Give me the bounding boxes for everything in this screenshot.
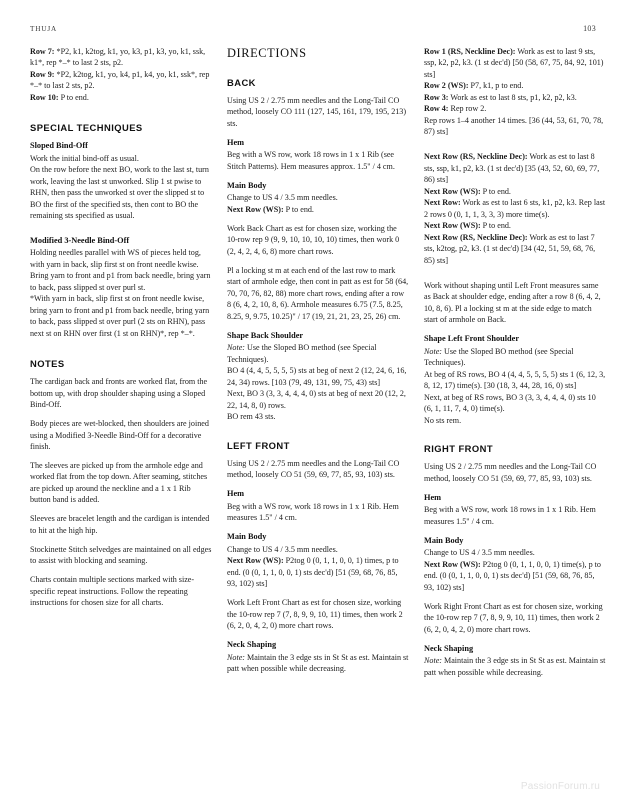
- note-label: Note:: [424, 656, 442, 666]
- technique-sloped-bind-off: [30, 140, 212, 221]
- section-heading-directions: DIRECTIONS: [227, 46, 307, 60]
- back-intro: Using US 2 / 2.75 mm needles and the Long-Tail CO method, loosely CO 111 (127, 145, 161, 179, 195, 213) sts.: [227, 96, 407, 128]
- next-row-label: Next Row (RS, Neckline Dec):: [424, 232, 528, 242]
- row-label: Row 1 (RS, Neckline Dec):: [424, 47, 516, 56]
- row-line: [424, 46, 606, 80]
- site-watermark: PassionForum.ru: [520, 781, 600, 792]
- shape-back-shoulder: [227, 330, 409, 423]
- note-text: Maintain the 3 edge sts in St St as est. Maintain st patt when possible while decreasing.: [424, 656, 606, 677]
- next-row-line: [424, 232, 606, 266]
- next-row-text: P to end.: [283, 204, 314, 214]
- shoulder-line: BO 4 (4, 4, 5, 5, 5, 5) sts at beg of next 2 (12, 24, 6, 16, 24, 34) rows. [103 (79, 49, 131, 99, 75, 43) sts]: [227, 366, 407, 387]
- next-row-line: [424, 220, 606, 231]
- note-text: Use the Sloped BO method (see Special Techniques).: [227, 343, 377, 364]
- row-text: Work as est to last 9 sts, ssp, k2, p2, k3. (1 st dec'd) [50 (58, 67, 75, 84, 92, 101) sts]: [424, 47, 604, 79]
- note-paragraph: The cardigan back and fronts are worked flat, from the bottom up, with drop shoulder shaping using a Sloped Bind-Off.: [30, 377, 208, 410]
- row-line: [424, 92, 606, 103]
- note-paragraph: Sleeves are bracelet length and the cardigan is intended to hit at the high hip.: [30, 514, 210, 535]
- row-line: [424, 103, 606, 114]
- next-row-text: Work as est to last 6 sts, k1, p2, k3. Rep last 2 rows 0 (0, 1, 1, 3, 3, 3) more time(s).: [424, 198, 606, 219]
- right-front-main-body: [424, 535, 606, 593]
- section-heading-left-front: LEFT FRONT: [227, 439, 290, 451]
- next-row-text: P2tog 0 (0, 1, 1, 0, 0, 1) times, p to end. (0 (0, 1, 1, 0, 0, 1) sts dec'd) [51 (59, 68, 76, 85, 93, 102) sts]: [227, 556, 399, 589]
- main-body-next-row: [227, 204, 409, 215]
- main-body-line: Change to US 4 / 3.5 mm needles.: [227, 193, 338, 203]
- left-front-intro: Using US 2 / 2.75 mm needles and the Long-Tail CO method, loosely CO 51 (59, 69, 77, 85, 93, 103) sts.: [227, 458, 400, 480]
- row-text: *P2, k1, k2tog, k1, yo, k3, p1, k3, yo, k1, ssk, k1*, rep *–* to last 2 sts, p2.: [30, 47, 206, 68]
- column-one: [30, 46, 212, 762]
- note-paragraph: Charts contain multiple sections marked with size-specific repeat instructions. Follow the repeating instructions for chosen size for all charts.: [30, 575, 195, 608]
- page-number: 103: [583, 24, 596, 33]
- next-row-text: P to end.: [480, 221, 511, 231]
- next-row-text: Work as est to last 7 sts, k2tog, p2, k3. (1 st dec'd) [34 (42, 51, 59, 68, 76, 85) sts]: [424, 232, 596, 265]
- subsection-title-hem: Hem: [227, 137, 245, 147]
- row-label: Row 2 (WS):: [424, 81, 469, 91]
- technique-paragraph: On the row before the next BO, work to the last st, turn work, leaving the last st unworked. Slip 1 st pwise to RHN, then pass the unworked st over the slipped st to BO the first of the specified sts, then cont to BO the remaining sts specified as usual.: [30, 165, 209, 221]
- rep-rows-line: Rep rows 1–4 another 14 times. [36 (44, 53, 61, 70, 78, 87) sts]: [424, 115, 604, 137]
- note-label: Note:: [424, 346, 442, 356]
- row-line: [30, 92, 212, 103]
- left-front-neck-rows: [424, 46, 606, 138]
- note-paragraph: The sleeves are picked up from the armhole edge and worked flat from the top down. After seaming, stitches are picked up around the neckline and a 1 x 1 Rib button band is added.: [30, 460, 208, 505]
- row-text: Rep row 2.: [448, 104, 487, 114]
- section-heading-notes: NOTES: [30, 358, 65, 370]
- spacer: [227, 430, 409, 440]
- page-columns: [30, 46, 606, 762]
- row-label: Row 4:: [424, 104, 449, 114]
- row-line: [30, 69, 212, 92]
- technique-paragraph: Work the initial bind-off as usual.: [30, 153, 139, 163]
- shoulder-line: Next, BO 3 (3, 3, 4, 4, 4, 0) sts at beg of next 20 (12, 2, 22, 14, 8, 0) rows.: [227, 389, 406, 410]
- next-row-line: [424, 197, 606, 220]
- next-row-text: P to end.: [480, 186, 511, 196]
- row-line: [30, 46, 212, 69]
- note-label: Note:: [227, 652, 245, 662]
- back-main-body: [227, 180, 409, 215]
- row-label: Row 3:: [424, 92, 449, 102]
- main-body-line: Change to US 4 / 3.5 mm needles.: [227, 544, 338, 554]
- shoulder-line: At beg of RS rows, BO 4 (4, 4, 5, 5, 5, 5) sts 1 (6, 12, 3, 8, 12, 17) time(s). [30 (18, 3, 44, 28, 16, 0) sts]: [424, 369, 606, 391]
- hem-text: Beg with a WS row, work 18 rows in 1 x 1 Rib. Hem measures 1.5" / 4 cm.: [424, 505, 596, 526]
- note-text: Use the Sloped BO method (see Special Techniques).: [424, 346, 574, 368]
- subsection-title-hem: Hem: [424, 492, 442, 502]
- subsection-title-shape-left-front-shoulder: Shape Left Front Shoulder: [424, 334, 520, 344]
- shoulder-line: No sts rem.: [424, 415, 462, 425]
- right-front-chart-paragraph: Work Right Front Chart as est for chosen size, working the 10-row rep 7 (7, 8, 9, 9, 10, 11) times, then work 2 (6, 2, 0, 4, 2, 0) more chart rows.: [424, 601, 603, 634]
- technique-title: Modified 3-Needle Bind-Off: [30, 235, 130, 245]
- next-row-label: Next Row (WS):: [227, 556, 284, 566]
- next-row-text: Work as est to last 8 sts, ssp, k1, p2, k3. (1 st dec'd) [35 (43, 52, 60, 69, 77, 86) sts]: [424, 152, 600, 185]
- next-row-label: Next Row:: [424, 198, 461, 208]
- next-row-label: Next Row (WS):: [227, 204, 284, 214]
- technique-title: Sloped Bind-Off: [30, 141, 88, 151]
- subsection-title-main-body: Main Body: [424, 535, 464, 545]
- row-text: Work as est to last 8 sts, p1, k2, p2, k3.: [448, 92, 577, 102]
- row-label: Row 10:: [30, 92, 59, 102]
- shoulder-line: BO rem 43 sts.: [227, 411, 276, 421]
- left-front-chart-paragraph: Work Left Front Chart as est for chosen size, working the 10-row rep 7 (7, 8, 9, 9, 10, 11) times, then work 2 (6, 2, 0, 4, 2, 0) more chart rows.: [227, 598, 403, 631]
- right-front-hem: [424, 492, 606, 527]
- left-front-main-body: [227, 531, 409, 589]
- back-armhole-paragraph: Pl a locking st m at each end of the last row to mark start of armhole edge, then cont in patt as est for 58 (64, 70, 70, 76, 82, 88) more chart rows, ending after a row 8 (6, 4, 2, 10, 8, 6). Armhole measures 6.75 (7.5, 8.25, 8.25, 9, 9.75, 10.25)" / 17 (19, 21, 21, 23, 25, 26) cm.: [227, 265, 409, 321]
- subsection-title-main-body: Main Body: [227, 532, 267, 542]
- next-row-label: Next Row (RS, Neckline Dec):: [424, 152, 528, 162]
- main-body-next-row: [227, 555, 409, 589]
- section-heading-right-front: RIGHT FRONT: [424, 443, 494, 455]
- shoulder-note: [227, 342, 409, 365]
- next-row-label: Next Row (WS):: [424, 221, 481, 231]
- technique-modified-3-needle-bind-off: [30, 235, 212, 339]
- subsection-title-main-body: Main Body: [227, 180, 267, 190]
- note-text: Maintain the 3 edge sts in St St as est. Maintain st patt when possible while decreasing.: [227, 652, 409, 674]
- neck-shaping-note: [424, 655, 606, 678]
- left-front-hem: [227, 488, 409, 523]
- main-body-line: Change to US 4 / 3.5 mm needles.: [424, 548, 535, 558]
- note-paragraph: Stockinette Stitch selvedges are maintained on all edges to assist with blocking and seaming.: [30, 544, 212, 566]
- back-chart-paragraph: Work Back Chart as est for chosen size, working the 10-row rep 9 (9, 9, 10, 10, 10, 10) times, then work 0 (2, 4, 2, 4, 6, 8) more chart rows.: [227, 223, 400, 256]
- next-row-label: Next Row (WS):: [424, 559, 481, 569]
- row-text: P to end.: [58, 92, 89, 102]
- left-front-next-rows: [424, 151, 606, 266]
- row-label: Row 7:: [30, 47, 55, 56]
- note-paragraph: Body pieces are wet-blocked, then shoulders are joined using a Modified 3-Needle Bind-Off for a decorative finish.: [30, 419, 209, 451]
- next-row-line: [424, 151, 606, 185]
- stitch-rows-continued: [30, 46, 212, 103]
- right-front-neck-shaping: [424, 643, 606, 678]
- technique-paragraph: *With yarn in back, slip first st on front needle kwise, bring yarn to front and p1 from back needle, bring yarn to back, pass slipped st over purl (2 sts on RHN), pass next st on RHN over first (1 st on RHN)*, rep *–*.: [30, 294, 210, 338]
- next-row-text: P2tog 0 (0, 1, 1, 0, 0, 1) time(s), p to end. (0 (0, 1, 1, 0, 0, 1) sts dec'd) [51 (59, 68, 76, 85, 93, 102) sts]: [424, 559, 601, 592]
- next-row-label: Next Row (WS):: [424, 186, 481, 196]
- subsection-title-shape-back-shoulder: Shape Back Shoulder: [227, 330, 304, 340]
- shoulder-line: Next, at beg of RS rows, BO 3 (3, 3, 4, 4, 4, 0) sts 10 (6, 1, 11, 7, 4, 0) time(s).: [424, 392, 596, 414]
- hem-text: Beg with a WS row, work 18 rows in 1 x 1 Rib. Hem measures 1.5" / 4 cm.: [227, 501, 399, 523]
- row-label: Row 9:: [30, 69, 55, 79]
- row-line: [424, 80, 606, 91]
- row-text: *P2, k2tog, k1, yo, k4, p1, k4, yo, k1, ssk*, rep *–* to last 2 sts, p2.: [30, 69, 210, 91]
- neck-shaping-note: [227, 652, 409, 675]
- technique-paragraph: Holding needles parallel with WS of pieces held tog, with yarn in back, slip first st on front needle kwise. Bring yarn to front and p1 from back needle, bring yarn to back, pass slipped st over purl st.: [30, 248, 211, 292]
- notes-body: [30, 376, 212, 609]
- column-three: [424, 46, 606, 762]
- column-two: [227, 46, 409, 762]
- next-row-line: [424, 186, 606, 197]
- subsection-title-hem: Hem: [227, 489, 245, 499]
- left-front-neck-shaping: [227, 639, 409, 674]
- back-hem: [227, 137, 409, 172]
- spacer: [424, 433, 606, 443]
- shoulder-note: [424, 346, 606, 369]
- section-heading-special-techniques: SPECIAL TECHNIQUES: [30, 122, 143, 134]
- running-head: THUJA: [30, 25, 58, 33]
- subsection-title-neck-shaping: Neck Shaping: [424, 643, 474, 653]
- subsection-title-neck-shaping: Neck Shaping: [227, 640, 277, 650]
- page-header: [30, 24, 596, 38]
- row-text: P7, k1, p to end.: [468, 81, 524, 91]
- note-label: Note:: [227, 343, 245, 353]
- left-front-closing-paragraph: Work without shaping until Left Front measures same as Back at shoulder edge, ending after a row 8 (6, 4, 2, 10, 8, 6). Pl a locking st m at the side edge to match start of armhole on Back.: [424, 280, 601, 325]
- right-front-intro: Using US 2 / 2.75 mm needles and the Long-Tail CO method, loosely CO 51 (59, 69, 77, 85, 93, 103) sts.: [424, 462, 597, 483]
- section-heading-back: BACK: [227, 77, 256, 88]
- main-body-next-row: [424, 559, 606, 593]
- shape-left-front-shoulder: [424, 333, 606, 426]
- hem-text: Beg with a WS row, work 18 rows in 1 x 1 Rib (see Stitch Patterns). Hem measures approx. 1.5" / 4 cm.: [227, 150, 395, 171]
